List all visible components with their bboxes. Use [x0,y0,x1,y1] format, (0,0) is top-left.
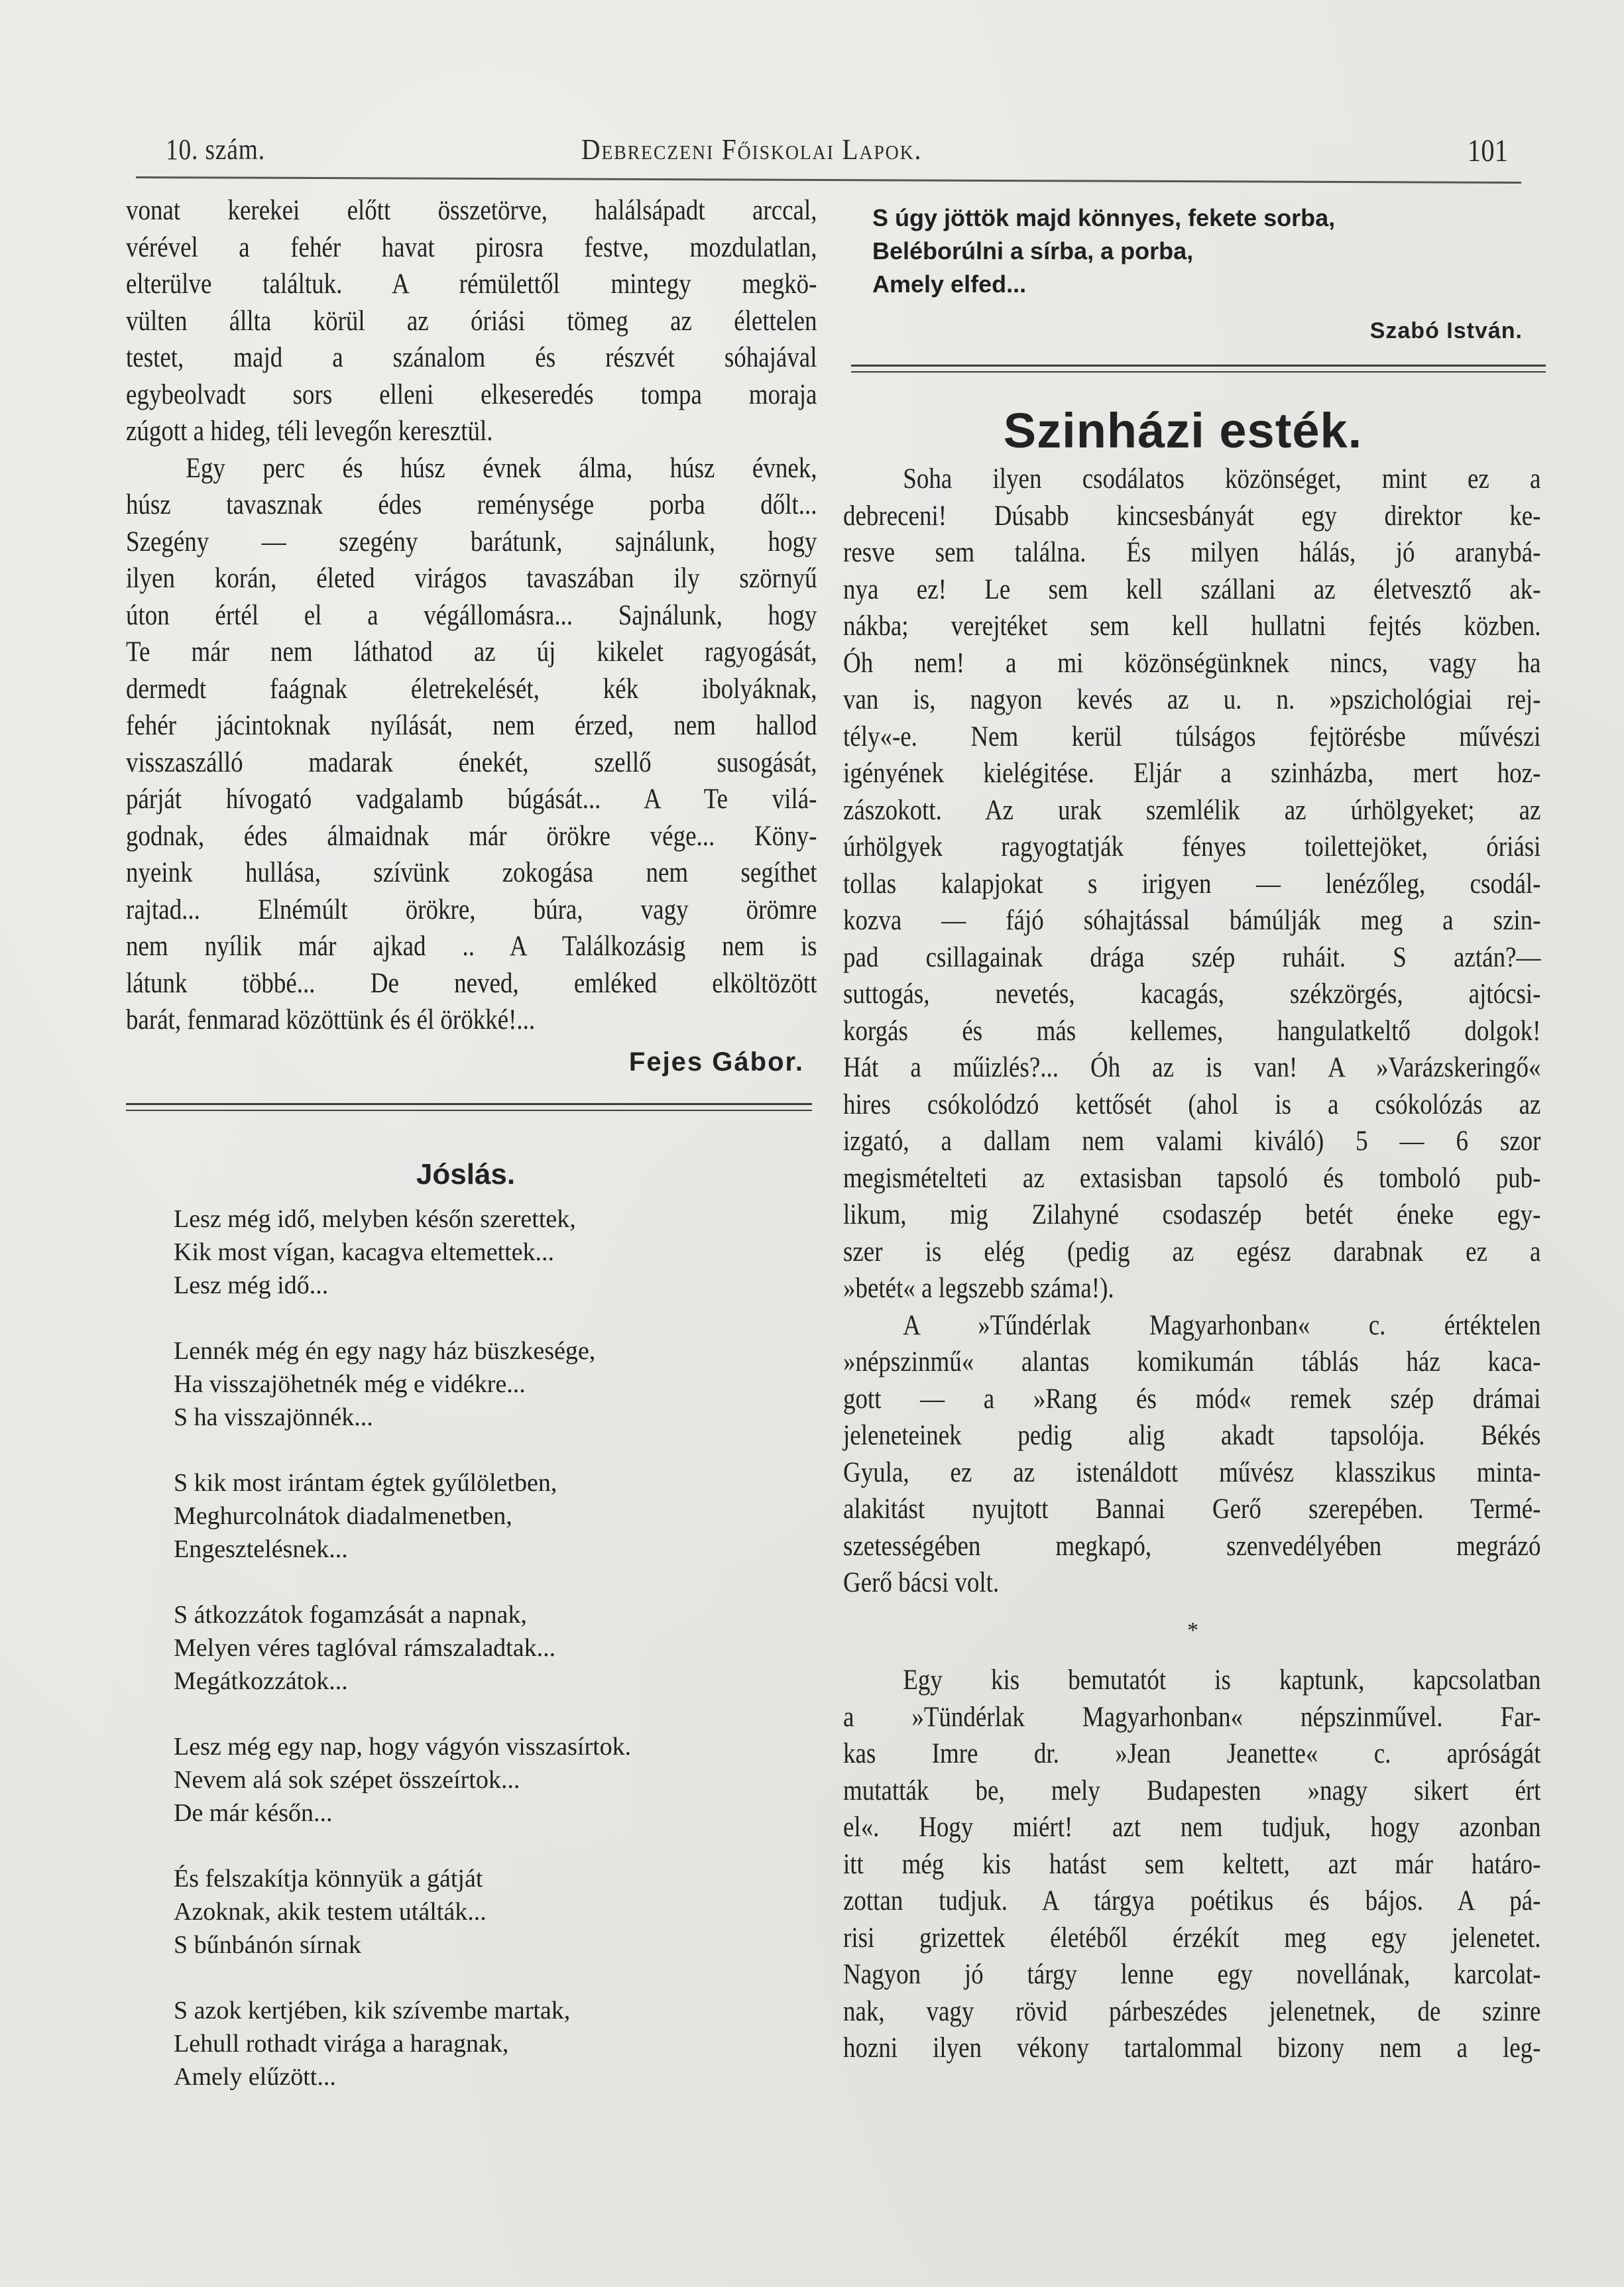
text-line: likum, mig Zilahyné csodaszép betét éneke egy- [843,1199,1541,1230]
poem-line: Beléborúlni a sírba, a porba, [872,237,1194,264]
page-number: 101 [1467,133,1508,168]
text-line: barát, fenmarad közöttünk és él örökké!... [126,1004,536,1035]
poem-line: Amely elűzött... [174,2062,336,2091]
text-line: nya ez! Le sem kell szállani az életvesztő ak- [843,573,1541,605]
text-line: nyeink hullása, szívünk zokogása nem segíthet [126,857,817,888]
section-title: Szinházi esték. [1003,402,1363,458]
poem-line: Lesz még idő... [174,1271,329,1299]
text-line: nak, vagy rövid párbeszédes jelenetnek, de szinre [843,1995,1541,2027]
poem-stanza [174,1862,819,1962]
text-line: el«. Hogy miért! azt nem tudjuk, hogy azonban [843,1812,1541,1843]
text-line: úrhölgyek ragyogtatják fényes toilettejöket, óriási [843,831,1541,862]
header-rule [136,176,1521,184]
poem-line: Lennék még én egy nagy ház büszkesége, [174,1336,596,1365]
poem-body [126,1202,819,2093]
text-line: visszaszálló madarak énekét, szellő susogását, [126,746,817,778]
text-line: megismételteti az extasisban tapsoló és tomboló pub- [843,1162,1541,1194]
poem-line: S ha visszajönnék... [174,1403,373,1431]
text-line: zottan tudjuk. A tárgya poétikus és bájos. A pá- [843,1885,1541,1916]
text-line: izgató, a dallam nem valami kiváló) 5 — 6 szor [843,1126,1541,1157]
theatre-review-paragraph-3 [843,1662,1542,2067]
text-line: jeleneteinek pedig alig akadt tapsolója. Békés [843,1420,1541,1451]
text-line: korgás és más kellemes, hangulatkeltő dolgok! [843,1015,1541,1047]
poem-stanza [174,1730,819,1830]
text-line: Nagyon jó tárgy lenne egy novellának, karcolat- [843,1959,1541,1990]
text-line: testet, majd a szánalom és részvét sóhajával [126,342,817,373]
poem-line: Lesz még idő, melyben későn szerettek, [174,1204,576,1233]
text-line: pad csillagainak drága szép ruháit. S aztán?— [843,941,1541,973]
text-line: nákba; verejtéket sem kell hullatni fejtés közben. [843,611,1541,642]
text-line: Te már nem láthatod az új kikelet ragyogását, [126,636,817,668]
poem-stanza [174,1994,819,2093]
text-line: ilyen korán, életed virágos tavaszában ily szörnyű [126,563,817,594]
text-line: A »Tűndérlak Magyarhonban« c. értéktelen [903,1309,1541,1341]
text-line: kozva — fájó sóhajtással bámúlják meg a szin- [843,905,1541,936]
poem-line: Nevem alá sok szépet összeírtok... [174,1765,520,1794]
text-line: Egy perc és húsz évnek álma, húsz évnek, [186,452,817,484]
right-column [843,192,1542,2067]
poem-line: Kik most vígan, kacagva eltemettek... [174,1238,555,1266]
poem-stanza [174,1334,819,1434]
poem-line: De már későn... [174,1798,333,1827]
poem-line: S azok kertjében, kik szívembe martak, [174,1996,571,2024]
text-line: van is, nagyon kevés az u. n. »pszichológiai rej- [843,684,1541,715]
text-line: Egy kis bemutatót is kaptunk, kapcsolatban [903,1665,1541,1696]
text-line: itt még kis hatást sem keltett, azt már határo- [843,1848,1541,1880]
theatre-review-paragraph-1 [843,461,1542,1307]
poem-line: S kik most irántam égtek gyűlöletben, [174,1468,557,1497]
poem-line: Melyen véres taglóval rámszaladtak... [174,1633,556,1662]
poem-line: Meghurcolnátok diadalmenetben, [174,1501,512,1530]
text-line: párját hívogató vadgalamb búgását... A Te vilá- [126,784,817,815]
text-line: hozni ilyen vékony tartalommal bizony nem a leg- [843,2032,1541,2064]
divider-line [126,1110,812,1111]
poem-line: Lehull rothadt virága a haragnak, [174,2029,509,2058]
text-line: vülten állta körül az óriási tömeg az élettelen [126,305,817,337]
author-signature: Szabó István. [1369,318,1523,343]
text-line: szetességében megkapó, szenvedélyében megrázó [843,1530,1541,1562]
text-line: Óh nem! a mi közönségünknek nincs, vagy ha [843,647,1541,679]
text-line: kas Imre dr. »Jean Jeanette« c. apróságát [843,1738,1541,1769]
theatre-review-paragraph-2 [843,1307,1542,1602]
text-line: dermedt faágnak életrekelését, kék ibolyáknak, [126,673,817,705]
section-separator: * [1187,1617,1198,1643]
text-line: mutatták be, mely Budapesten »nagy sikert ért [843,1775,1541,1806]
poem-line: Engesztelésnek... [174,1535,348,1563]
text-line: »népszinmű« alantas komikumán táblás ház kaca- [843,1346,1541,1378]
text-line: elterülve találtuk. A rémülettől mintegy megkö- [126,268,817,300]
text-line: resve sem találna. És milyen hálás, jó aranybá- [843,537,1541,568]
text-line: alakitást nyujtott Bannai Gerő szerepében. Termé- [843,1494,1541,1525]
obituary-text [126,192,819,1039]
text-line: debreceni! Dúsabb kincsesbányát egy direktor ke- [843,500,1541,532]
divider-line [851,371,1546,373]
text-line: tély«-e. Nem kerül túlságos fejtörésbe művészi [843,721,1541,752]
text-line: vonat kerekei előtt összetörve, halálsápadt arccal, [126,195,817,226]
poem-line: S bűnbánón sírnak [174,1930,361,1959]
poem-line: Ha visszajöhetnék még e vidékre... [174,1370,526,1398]
text-line: Hát a műizlés?... Óh az is van! A »Varázskeringő« [843,1052,1541,1083]
poem-line: Amely elfed... [872,270,1027,298]
text-line: risi grizettek életéből érzékít meg egy jelenetet. [843,1922,1541,1954]
text-line: hires csókolódzó kettősét (ahol is a csókolózás az [843,1088,1541,1120]
text-line: godnak, édes álmaidnak már örökre vége... Köny- [126,820,817,852]
left-column [126,192,819,2093]
divider-line [851,365,1546,367]
poem-line: S úgy jöttök majd könnyes, fekete sorba, [872,204,1336,231]
text-line: tollas kalapjokat s irigyen — lenézőleg, csodál- [843,868,1541,900]
text-line: Soha ilyen csodálatos közönséget, mint ez a [903,463,1541,495]
publication-title: Debreczeni Főiskolai Lapok. [581,133,923,166]
issue-number: 10. szám. [166,133,265,166]
text-line: Gerő bácsi volt. [843,1567,1000,1598]
section-divider [851,365,1546,374]
poem-line: Lesz még egy nap, hogy vágyón visszasírtok. [174,1732,632,1761]
text-line: szer is elég (pedig az egész darabnak ez a [843,1236,1541,1267]
poem-stanza [174,1466,819,1566]
poem-stanza [174,1598,819,1698]
poem-stanza [174,1202,819,1302]
text-line: Gyula, ez az istenáldott művész klasszikus minta- [843,1456,1541,1488]
text-line: vérével a fehér havat pirosra festve, mozdulatlan, [126,231,817,263]
text-line: zászokott. Az urak szemlélik az úrhölgyeket; az [843,794,1541,826]
text-line: húsz tavasznak édes reménysége porba dőlt... [126,489,817,520]
section-divider [126,1103,812,1112]
divider-line [126,1103,812,1105]
text-line: zúgott a hideg, téli levegőn keresztül. [126,416,493,447]
text-line: »betét« a legszebb száma!). [843,1273,1114,1304]
text-line: gott — a »Rang és mód« remek szép drámai [843,1383,1541,1415]
poem-continuation [843,202,1542,301]
text-line: igényének kielégitése. Eljár a szinházba, mert hoz- [843,758,1541,789]
poem-title: Jóslás. [416,1158,516,1191]
poem-line: Azoknak, akik testem utálták... [174,1897,487,1926]
author-signature: Fejes Gábor. [628,1047,804,1077]
poem-line: S átkozzátok fogamzását a napnak, [174,1600,527,1629]
text-line: fehér jácintoknak nyílását, nem érzed, nem hallod [126,710,817,741]
text-line: Szegény — szegény barátunk, sajnálunk, hogy [126,526,817,557]
text-line: úton értél el a végállomásra... Sajnálunk, hogy [126,599,817,631]
poem-line: És felszakítja könnyük a gátját [174,1864,483,1893]
running-header [136,127,1521,174]
text-line: nem nyílik már ajkad .. A Találkozásig nem is [126,931,817,962]
text-line: a »Tündérlak Magyarhonban« népszinművel. Far- [843,1701,1541,1733]
poem-line: Megátkozzátok... [174,1667,348,1695]
text-line: látunk többé... De neved, emléked elköltözött [126,967,817,999]
text-line: egybeolvadt sors elleni elkeseredés tompa moraja [126,379,817,410]
text-line: rajtad... Elnémúlt örökre, búra, vagy örömre [126,894,817,925]
text-line: suttogás, nevetés, kacagás, székzörgés, ajtócsi- [843,978,1541,1010]
